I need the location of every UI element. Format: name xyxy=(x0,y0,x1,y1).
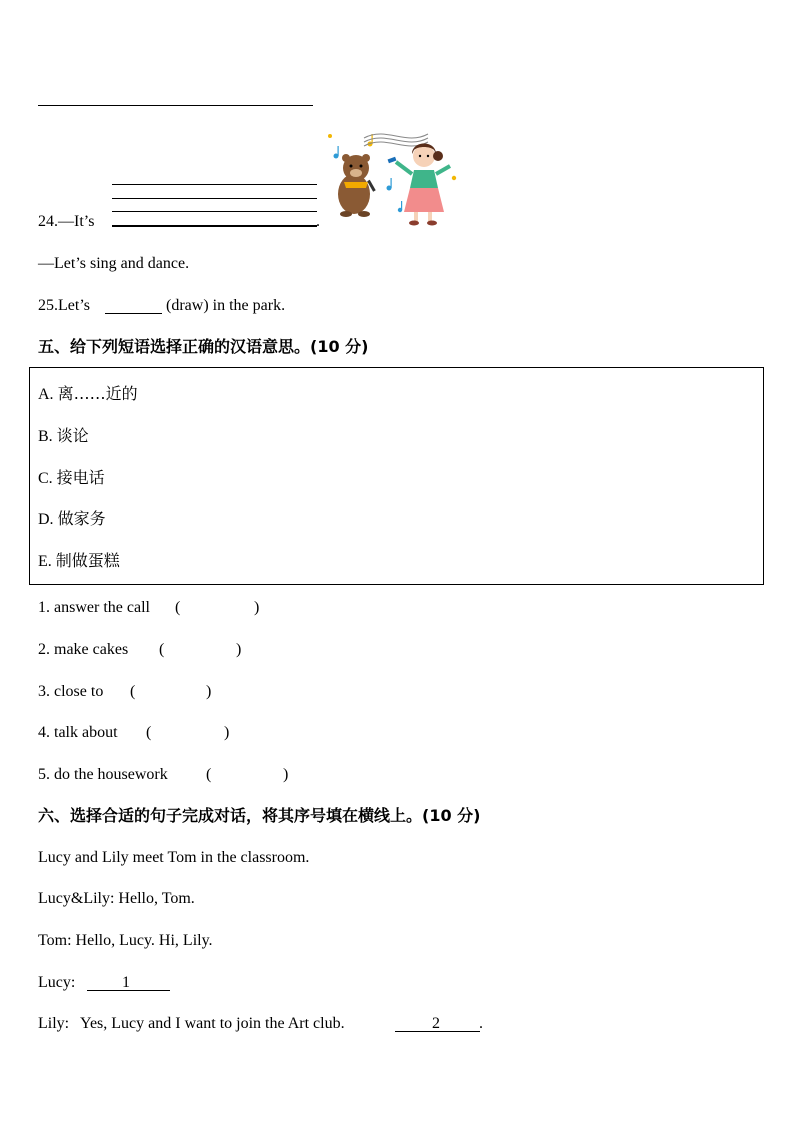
match-item-2: 2. make cakes xyxy=(38,641,129,658)
q24-response: —Let’s sing and dance. xyxy=(38,255,190,272)
option-d xyxy=(38,509,106,530)
q25-suffix: (draw) in the park. xyxy=(166,297,286,314)
options-box xyxy=(29,367,764,585)
match-item-3-close-paren[interactable]: ) xyxy=(206,683,212,700)
option-b xyxy=(38,426,89,447)
match-item-3: 3. close to xyxy=(38,683,104,700)
lily-end-period: . xyxy=(479,1015,483,1032)
lucy-speaker: Lucy: xyxy=(38,974,76,991)
match-item-5-open-paren[interactable]: ( xyxy=(206,766,212,783)
option-text: 制做蛋糕 xyxy=(55,551,120,570)
section5-title: 五、给下列短语选择正确的汉语意思。(10 分) xyxy=(38,337,369,356)
writing-line-2 xyxy=(112,198,317,199)
answer-line-top xyxy=(38,105,313,106)
match-item-4: 4. talk about xyxy=(38,724,118,741)
match-item-5-close-paren[interactable]: ) xyxy=(283,766,289,783)
option-letter: A. xyxy=(38,386,54,403)
option-a xyxy=(38,384,138,405)
match-item-2-open-paren[interactable]: ( xyxy=(159,641,165,658)
lily-blank-number: 2 xyxy=(432,1015,440,1032)
match-item-4-close-paren[interactable]: ) xyxy=(224,724,230,741)
match-item-1: 1. answer the call xyxy=(38,599,150,616)
dialogue-line-2: Lucy&Lily: Hello, Tom. xyxy=(38,890,195,907)
match-item-2-close-paren[interactable]: ) xyxy=(236,641,242,658)
girl-icon xyxy=(388,144,450,226)
section6-title: 六、选择合适的句子完成对话，将其序号填在横线上。(10 分) xyxy=(38,806,481,825)
q25-answer-blank[interactable] xyxy=(105,313,162,314)
match-item-5: 5. do the housework xyxy=(38,766,168,783)
dialogue-line-1: Lucy and Lily meet Tom in the classroom. xyxy=(38,849,310,866)
writing-line-1 xyxy=(112,184,317,185)
option-letter: D. xyxy=(38,511,54,528)
q24-answer-blank[interactable] xyxy=(112,226,317,227)
bear-icon xyxy=(338,154,376,217)
match-item-3-open-paren[interactable]: ( xyxy=(130,683,136,700)
match-item-4-open-paren[interactable]: ( xyxy=(146,724,152,741)
option-text: 离……近的 xyxy=(57,384,138,403)
option-c xyxy=(38,468,105,489)
dialogue-line-3: Tom: Hello, Lucy. Hi, Lily. xyxy=(38,932,213,949)
q24-prefix: 24.—It’s xyxy=(38,213,95,230)
lily-text: Yes, Lucy and I want to join the Art club. xyxy=(80,1015,345,1032)
match-item-1-open-paren[interactable]: ( xyxy=(175,599,181,616)
writing-line-3 xyxy=(112,211,317,212)
option-text: 接电话 xyxy=(56,468,105,487)
option-letter: B. xyxy=(38,428,53,445)
option-text: 做家务 xyxy=(57,509,106,528)
singing-illustration xyxy=(326,126,458,230)
option-text: 谈论 xyxy=(56,426,89,445)
option-e xyxy=(38,551,120,572)
match-item-1-close-paren[interactable]: ) xyxy=(254,599,260,616)
lucy-blank-number: 1 xyxy=(122,974,130,991)
option-letter: E. xyxy=(38,553,52,570)
q25-prefix: 25.Let’s xyxy=(38,297,90,314)
option-letter: C. xyxy=(38,470,53,487)
q24-suffix: . xyxy=(316,213,320,230)
lily-speaker: Lily: xyxy=(38,1015,70,1032)
